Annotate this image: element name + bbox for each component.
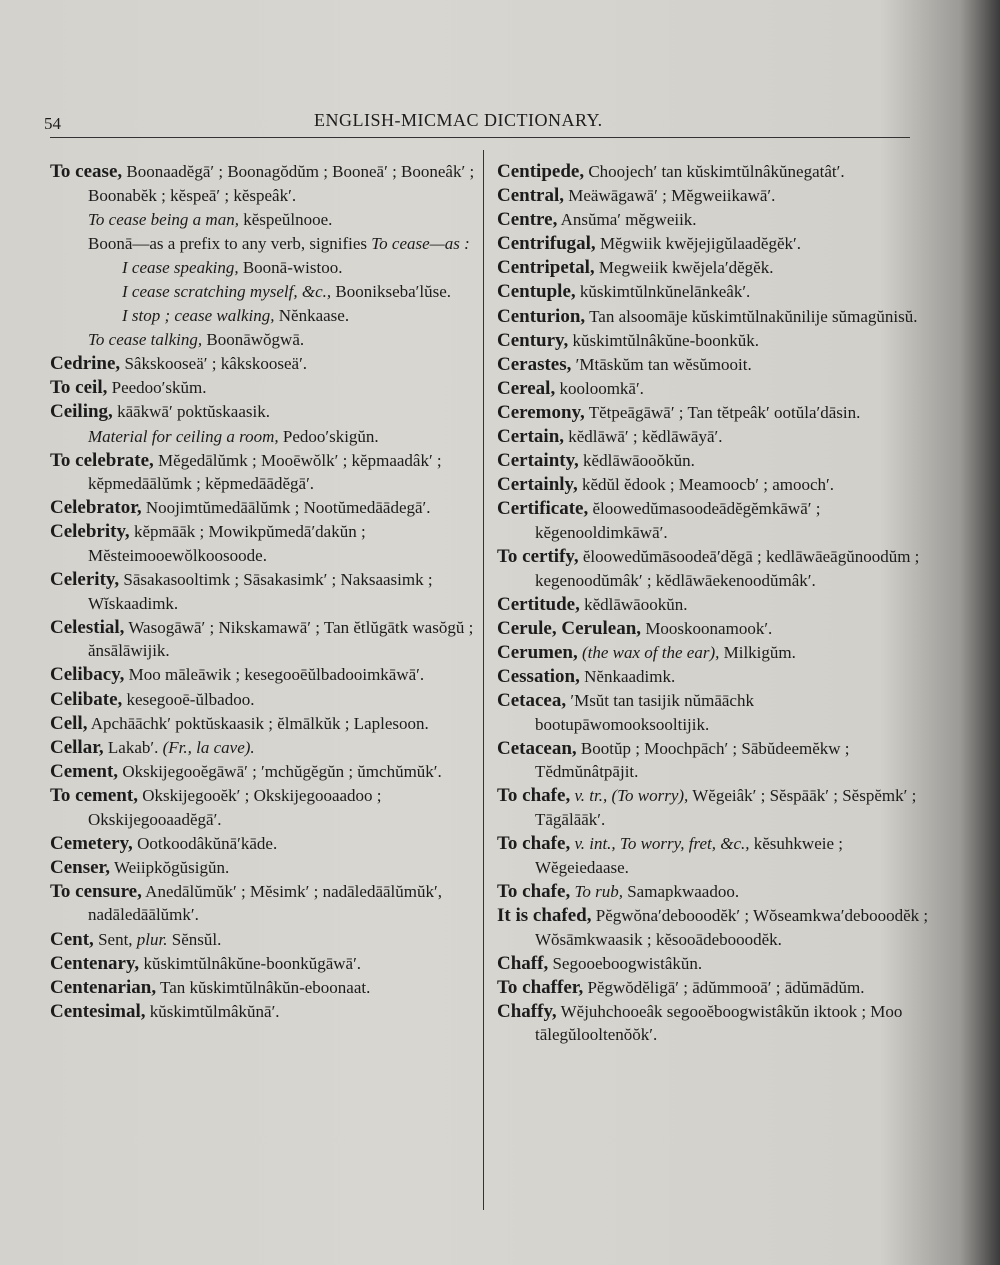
dictionary-entry [50, 376, 482, 400]
headword: To chaffer, [497, 976, 584, 998]
definition: Megweiik kwĕjela′dĕgĕk. [594, 258, 774, 278]
headword: Cereal, [497, 377, 556, 399]
headword: Centipede, [497, 161, 585, 182]
dictionary-entry [50, 760, 482, 784]
headword: It is chafed, [497, 904, 592, 926]
dictionary-entry [497, 401, 929, 425]
italic-phrase: To rub, [570, 881, 623, 901]
headword: Cerule, Cerulean, [497, 617, 642, 639]
definition: Peedoo′skŭm. [107, 378, 207, 398]
headword: Cetacea, [497, 690, 567, 712]
definition: Sĕnsŭl. [167, 929, 222, 949]
dictionary-entry [497, 280, 929, 304]
dictionary-entry [497, 425, 929, 449]
italic-phrase: I cease scratching myself, &c., [122, 281, 332, 301]
definition: Milkigŭm. [719, 642, 796, 662]
headword: Cent, [50, 928, 94, 950]
dictionary-entry [50, 160, 482, 207]
dictionary-entry [497, 641, 929, 665]
dictionary-entry [497, 449, 929, 473]
headword: Celebrator, [50, 497, 142, 519]
headword: Celestial, [50, 616, 125, 638]
headword: To chafe, [497, 880, 571, 902]
definition: Moo māleāwik ; kesegooēŭlbadooimkāwā′. [124, 665, 425, 685]
headword: Centenary, [50, 952, 140, 974]
dictionary-entry [497, 473, 929, 497]
definition: kĕsuhkweie ; Wĕgeiedaase. [535, 834, 843, 877]
definition: Bootŭp ; Moochpāch′ ; Sābŭdeemĕkw ; Tĕdmŭnâtpājit. [535, 738, 850, 782]
headword: Celerity, [50, 569, 120, 591]
dictionary-entry [50, 1000, 482, 1024]
italic-phrase: To cease being a man, [88, 209, 239, 229]
italic-phrase: I stop ; cease walking, [122, 306, 275, 326]
dictionary-entry [50, 496, 482, 520]
dictionary-entry [50, 832, 482, 856]
dictionary-entry [497, 952, 929, 976]
dictionary-entry [50, 952, 482, 976]
definition: ′Msŭt tan tasijik nŭmāāchk bootupāwomooksooltijik. [535, 691, 754, 734]
headword: Cerumen, [497, 641, 578, 663]
running-title: ENGLISH-MICMAC DICTIONARY. [314, 110, 603, 130]
italic-phrase: plur. [136, 929, 168, 949]
headword: Centripetal, [497, 257, 595, 279]
dictionary-entry [50, 280, 482, 304]
headword: Centurion, [497, 305, 586, 327]
definition: Meäwāgawā′ ; Mĕgweiikawā′. [564, 186, 776, 206]
definition: Boonā—as a prefix to any verb, signifies [88, 233, 372, 253]
dictionary-entry [50, 449, 482, 496]
headword: Cemetery, [50, 832, 133, 854]
page-number: 54 [44, 114, 61, 133]
definition: kĕspeŭlnooe. [238, 209, 333, 229]
dictionary-entry [497, 617, 929, 641]
dictionary-entry [497, 305, 929, 329]
definition: kesegooē-ŭlbadoo. [122, 689, 255, 709]
headword: Celebrity, [50, 521, 130, 543]
definition: kāākwā′ poktŭskaasik. [112, 402, 270, 422]
dictionary-entry [50, 928, 482, 952]
headword: To chafe, [497, 785, 571, 807]
dictionary-entry [50, 712, 482, 736]
page-header [44, 106, 944, 136]
headword: Certain, [497, 426, 565, 448]
dictionary-entry [50, 208, 482, 232]
headword: Celibate, [50, 688, 123, 710]
definition: Nĕnkaase. [274, 306, 350, 326]
dictionary-entry [497, 208, 929, 232]
headword: To cease, [50, 161, 123, 182]
headword: Chaffy, [497, 1000, 557, 1022]
definition: kŭskimtŭlnkŭnelānkeâk′. [575, 282, 751, 302]
definition: Samapkwaadoo. [622, 881, 740, 901]
dictionary-entry [497, 353, 929, 377]
definition: Tĕtpeāgāwā′ ; Tan tĕtpeâk′ ootŭla′dāsin. [584, 402, 861, 422]
definition: kŭskimtŭlmâkŭnā′. [145, 1001, 280, 1021]
dictionary-entry [497, 784, 929, 831]
definition: Ootkoodâkŭnā′kāde. [132, 833, 278, 853]
headword: Celibacy, [50, 664, 125, 686]
headword: Centuple, [497, 281, 576, 303]
definition: Sent, [93, 929, 137, 949]
definition: Okskijegooĕk′ ; Okskijegooaadoo ; Okskijegooaadĕgā′. [88, 785, 382, 829]
headword: Censer, [50, 856, 110, 878]
definition: Sāsakasooltimk ; Sāsakasimk′ ; Naksaasimk ; Wĭskaadimk. [88, 570, 433, 613]
headword: Centre, [497, 209, 558, 231]
definition: Choojech′ tan kŭskimtŭlnâkŭnegatât′. [584, 162, 845, 181]
definition: ĕloowedŭmāsoodeā′dĕgā ; kedlāwāeāgŭnoodŭm ; kegenoodŭmâk′ ; kĕdlāwāekenoodŭmâk′. [535, 547, 920, 590]
definition: Pĕgwŏna′debooodĕk′ ; Wŏseamkwa′debooodĕk ; Wŏsāmkwaasik ; kĕsooādebooodĕk. [535, 905, 929, 949]
dictionary-entry [50, 688, 482, 712]
headword: To censure, [50, 880, 142, 902]
dictionary-entry [50, 232, 482, 256]
definition: Segooeboogwistâkŭn. [548, 953, 703, 973]
headword: Central, [497, 185, 565, 207]
definition: kĕdŭl ĕdook ; Meamoocb′ ; amooch′. [577, 475, 834, 495]
dictionary-entry [50, 304, 482, 328]
headword: Cerastes, [497, 353, 572, 375]
definition: Boonikseba′lŭse. [331, 281, 452, 301]
headword: Cessation, [497, 665, 580, 687]
headword: Centesimal, [50, 1000, 146, 1022]
definition: Noojimtŭmedāālŭmk ; Nootŭmedāādegā′. [141, 498, 431, 518]
column-divider [483, 150, 484, 1210]
definition: Boonā-wistoo. [238, 257, 343, 277]
headword: Ceremony, [497, 401, 585, 423]
definition: kĕdlāwāookŭn. [579, 594, 688, 614]
dictionary-entry [50, 328, 482, 352]
definition: Apchāāchk′ poktŭskaasik ; ĕlmālkŭk ; Laplesoon. [87, 713, 429, 733]
italic-phrase: (Fr., la cave). [162, 737, 255, 757]
definition: Mĕgedālŭmk ; Mooēwŏlk′ ; kĕpmaadâk′ ; kĕpmedāālŭmk ; kĕpmedāādĕgā′. [88, 450, 442, 494]
dictionary-entry [50, 256, 482, 280]
dictionary-entry [497, 737, 929, 784]
definition: ′Mtāskŭm tan wĕsŭmooit. [571, 354, 752, 374]
definition: Wĕjuhchooeâk segooĕboogwistâkŭn iktook ; Moo tālegŭlooltenŏŏk′. [535, 1001, 903, 1045]
italic-phrase: To cease talking, [88, 330, 203, 350]
definition: ĕloowedŭmasoodeādĕgĕmkāwā′ ; kĕgenooldimkāwā′. [535, 499, 821, 542]
definition: Wĕgeiâk′ ; Sĕspāāk′ ; Sĕspĕmk′ ; Tāgālāāk′. [535, 786, 917, 830]
definition: kĕpmāāk ; Mowikpŭmedā′dakŭn ; Mĕsteimooewŏlkoosoode. [88, 522, 366, 565]
definition: Tan kŭskimtŭlnâkŭn-eboonaat. [156, 977, 371, 997]
headword: To cement, [50, 784, 138, 806]
definition: Okskijegooĕgāwā′ ; ′mchŭgĕgŭn ; ŭmchŭmŭk′. [118, 761, 442, 781]
definition: kĕdlāwā′ ; kĕdlāwāyā′. [564, 427, 723, 447]
definition: kĕdlāwāooŏkŭn. [578, 451, 695, 471]
definition: kooloomkā′. [555, 378, 644, 398]
definition: Mooskoonamook′. [641, 618, 773, 638]
dictionary-entry [497, 160, 929, 184]
definition: Wasogāwā′ ; Nikskamawā′ ; Tan ĕtlŭgātk wasŏgŭ ; ănsālāwijik. [88, 617, 474, 661]
dictionary-entry [497, 593, 929, 617]
header-rule [50, 137, 910, 138]
dictionary-entry [497, 184, 929, 208]
dictionary-entry [497, 904, 929, 951]
headword: Centenarian, [50, 976, 157, 998]
dictionary-entry [50, 784, 482, 831]
headword: Cement, [50, 760, 119, 782]
headword: Century, [497, 329, 569, 351]
headword: Certificate, [497, 498, 589, 520]
headword: Chaff, [497, 952, 549, 974]
dictionary-entry [50, 663, 482, 687]
dictionary-entry [497, 880, 929, 904]
right-column [497, 160, 929, 1047]
headword: Ceiling, [50, 401, 113, 423]
headword: Certainty, [497, 450, 579, 472]
dictionary-entry [50, 856, 482, 880]
definition: Tan alsoomāje kŭskimtŭlnakŭnilije sŭmagŭnisŭ. [585, 306, 918, 326]
definition: kŭskimtŭlnâkŭne-boonkŭk. [568, 330, 760, 350]
headword: Cedrine, [50, 353, 121, 375]
definition: Nĕnkaadimk. [579, 666, 676, 686]
dictionary-entry [497, 545, 929, 592]
dictionary-entry [50, 568, 482, 615]
headword: To ceil, [50, 377, 108, 399]
dictionary-entry [497, 377, 929, 401]
italic-phrase: v. int., To worry, fret, &c., [570, 834, 750, 854]
headword: Centrifugal, [497, 233, 596, 255]
definition: Sâkskooseä′ ; kâkskooseä′. [120, 354, 308, 374]
dictionary-entry [497, 497, 929, 544]
dictionary-entry [497, 832, 929, 879]
definition: Pĕgwŏdĕligā′ ; ādŭmmooā′ ; ādŭmādŭm. [583, 977, 865, 997]
headword: Cell, [50, 712, 88, 734]
dictionary-entry [497, 232, 929, 256]
dictionary-entry [497, 256, 929, 280]
definition: Lakab′. [103, 737, 163, 757]
definition: Anedālŭmŭk′ ; Mĕsimk′ ; nadāledāālŭmŭk′, nadāledāālŭmk′. [88, 881, 442, 925]
dictionary-entry [50, 616, 482, 663]
headword: Cellar, [50, 736, 104, 758]
italic-phrase: I cease speaking, [122, 257, 239, 277]
dictionary-entry [497, 329, 929, 353]
headword: To celebrate, [50, 449, 154, 471]
dictionary-entry [497, 1000, 929, 1047]
headword: Certitude, [497, 593, 580, 615]
italic-phrase: Material for ceiling a room, [88, 426, 279, 446]
definition: Weiipkŏgŭsigŭn. [110, 857, 230, 877]
italic-phrase: To cease—as : [371, 233, 470, 253]
dictionary-entry [497, 665, 929, 689]
dictionary-entry [50, 880, 482, 927]
dictionary-entry [497, 976, 929, 1000]
dictionary-entry [50, 976, 482, 1000]
definition: kŭskimtŭlnâkŭne-boonkŭgāwā′. [139, 953, 362, 973]
dictionary-entry [50, 736, 482, 760]
headword: Cetacean, [497, 737, 577, 759]
definition: Mĕgwiik kwĕjejigŭlaadĕgĕk′. [595, 234, 801, 254]
dictionary-entry [497, 689, 929, 736]
left-column [50, 160, 482, 1024]
definition: Ansŭma′ mĕgweiik. [557, 210, 697, 230]
definition: Pedoo′skigŭn. [278, 426, 379, 446]
dictionary-entry [50, 425, 482, 449]
definition: Boonāwŏgwā. [202, 330, 305, 350]
headword: Certainly, [497, 474, 578, 496]
definition: Boonaadĕgā′ ; Boonagŏdŭm ; Booneā′ ; Booneâk′ ; Boonabĕk ; kĕspeā′ ; kĕspeâk′. [88, 162, 475, 205]
headword: To certify, [497, 546, 579, 567]
dictionary-entry [50, 352, 482, 376]
headword: To chafe, [497, 833, 571, 855]
dictionary-entry [50, 400, 482, 424]
dictionary-entry [50, 520, 482, 567]
italic-phrase: v. tr., (To worry), [570, 786, 689, 806]
italic-phrase: (the wax of the ear), [577, 642, 720, 662]
